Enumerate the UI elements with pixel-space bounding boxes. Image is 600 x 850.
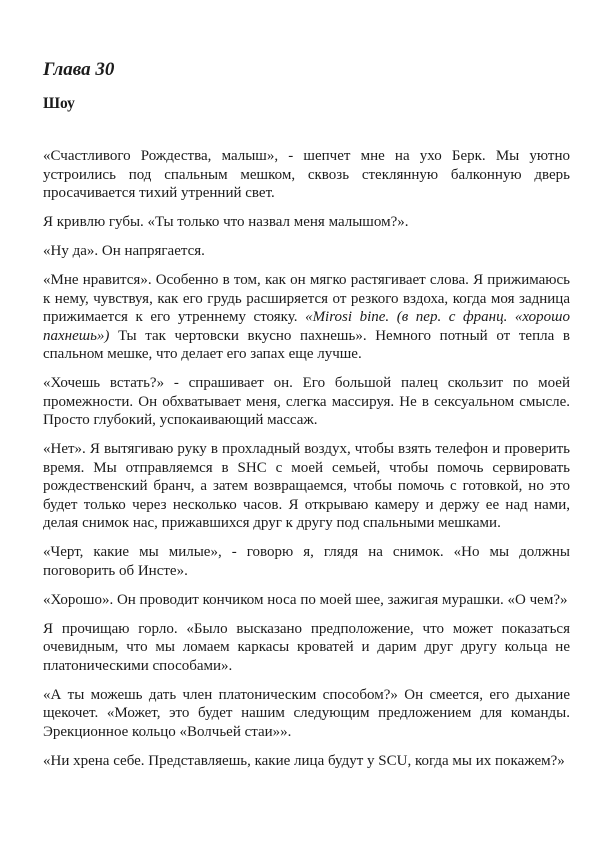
paragraph-4-italic-translation-note: «Mirosi bine. (в пер. с франц. «хорошо пахнешь») [43,309,570,344]
chapter-subtitle: Шоу [43,95,75,112]
paragraph-4-regular-start: «Мне нравится». Особенно в том, как он мягко растягивает слова. Я прижимаюсь к нему, чувствуя, как его грудь расширяется от резкого вздоха, когда моя задница прижимается к его утреннему стояку. [43,272,570,325]
paragraph-4 [43,271,570,364]
chapter-body [43,147,570,770]
paragraph-4-regular-end: Ты так чертовски вкусно пахнешь». Немного потный от тепла в спальном мешке, что делает его запах еще лучше. [43,327,570,362]
paragraph-1: «Счастливого Рождества, малыш», - шепчет мне на ухо Берк. Мы уютно устроились под спальным мешком, сквозь стеклянную балконную дверь просачивается тихий утренний свет. [43,148,570,201]
paragraph-8: «Хорошо». Он проводит кончиком носа по моей шее, зажигая мурашки. «О чем?» [43,591,568,608]
paragraph-6: «Нет». Я вытягиваю руку в прохладный воздух, чтобы взять телефон и проверить время. Мы отправляемся в SHC с моей семьей, чтобы помочь сервировать рождественский бранч, а затем возвращаемся, чтобы помочь с готовкой, но это будет только через несколько часов. Я открываю камеру и держу ее над нами, делая снимок нас, прижавшихся друг к другу под спальными мешками. [43,441,570,531]
paragraph-9: Я прочищаю горло. «Было высказано предположение, что может показаться очевидным, что мы ломаем каркасы кроватей и дарим друг другу кольца не платоническими способами». [43,620,570,674]
chapter-title: Глава 30 [43,59,115,80]
paragraph-3: «Ну да». Он напрягается. [43,243,205,259]
paragraph-10: «А ты можешь дать член платоническим способом?» Он смеется, его дыхание щекочет. «Может, это будет нашим следующим предложением для команды. Эрекционное кольцо «Волчьей стаи»». [43,686,570,740]
paragraph-7: «Черт, какие мы милые», - говорю я, глядя на снимок. «Но мы должны поговорить об Инсте». [43,544,570,579]
paragraph-5: «Хочешь встать?» - спрашивает он. Его большой палец скользит по моей промежности. Он обхватывает меня, слегка массируя. Не в сексуальном смысле. Просто глубокий, успокаивающий массаж. [43,375,570,428]
paragraph-2: Я кривлю губы. «Ты только что назвал меня малышом?». [43,214,409,230]
paragraph-11: «Ни хрена себе. Представляешь, какие лица будут у SCU, когда мы их покажем?» [43,752,565,769]
